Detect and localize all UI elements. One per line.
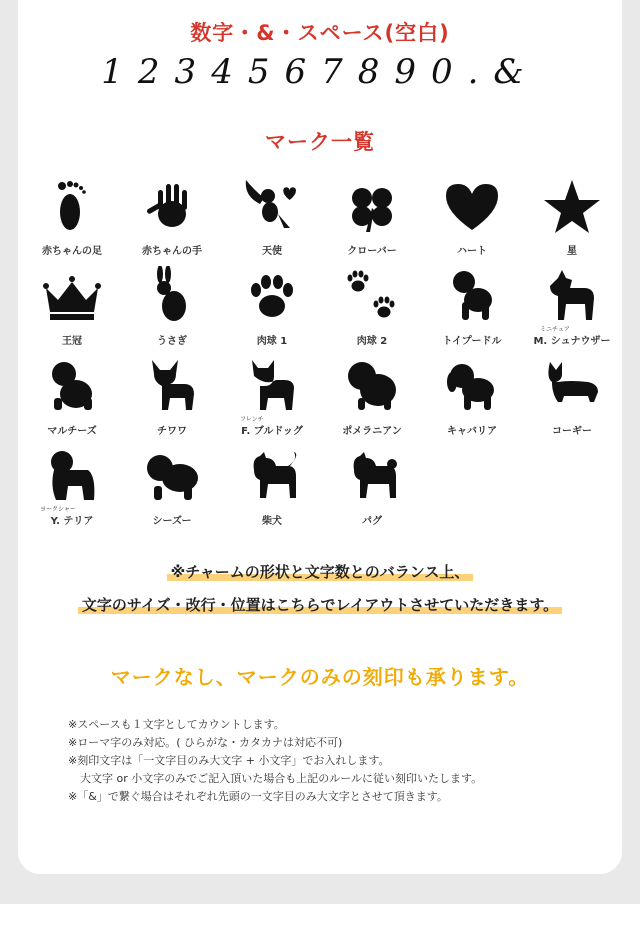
mark-grid — [22, 172, 622, 532]
layout-note-line-2 — [0, 594, 640, 615]
numbers-section-title: 数字・&・スペース(空白) — [190, 21, 450, 45]
heart-icon — [440, 176, 504, 234]
mark-item — [522, 172, 622, 262]
shih-tzu-icon — [140, 446, 204, 504]
note-item: ※スペースも１文字としてカウントします。 — [68, 718, 285, 731]
mark-item — [22, 172, 122, 262]
french-bulldog-icon — [240, 356, 304, 414]
mark-label: コーギー — [552, 426, 592, 437]
engraving-note: マークなし、マークのみの刻印も承ります。 — [110, 665, 530, 689]
layout-note-line-1 — [0, 561, 640, 582]
yorkshire-terrier-icon — [40, 446, 104, 504]
mark-label: ハート — [457, 246, 487, 257]
mark-item — [222, 352, 322, 442]
note-item: ※刻印文字は「一文字目のみ大文字 + 小文字」でお入れします。 — [68, 754, 390, 767]
mark-label: 肉球 1 — [256, 336, 288, 347]
mark-item — [122, 262, 222, 352]
mark-label-ruby: フレンチ — [240, 416, 264, 423]
shiba-icon — [240, 446, 304, 504]
mark-label: 星 — [567, 246, 577, 257]
mark-label: 肉球 2 — [356, 336, 388, 347]
mark-label-ruby: ミニチュア — [540, 326, 570, 333]
mark-item — [422, 262, 522, 352]
angel-icon — [240, 176, 304, 234]
pomeranian-icon — [340, 356, 404, 414]
chihuahua-icon — [140, 356, 204, 414]
mark-label: キャバリア — [447, 426, 497, 437]
layout-note-text-1: ※チャームの形状と文字数とのバランス上、 — [167, 563, 474, 581]
mark-item — [322, 262, 422, 352]
baby-hand-icon — [140, 176, 204, 234]
mark-item — [322, 352, 422, 442]
mark-label: 王冠 — [62, 336, 82, 347]
mark-item — [122, 442, 222, 532]
mark-label: 赤ちゃんの足 — [42, 246, 102, 257]
mark-item — [22, 352, 122, 442]
mark-label: 柴犬 — [262, 516, 282, 527]
baby-foot-icon — [40, 176, 104, 234]
mark-item — [322, 172, 422, 262]
mark-label: ポメラニアン — [342, 426, 402, 437]
footer-band — [0, 904, 640, 936]
mark-label: うさぎ — [157, 336, 187, 347]
mark-label: M. シュナウザー — [533, 336, 611, 347]
layout-note-text-2: 文字のサイズ・改行・位置はこちらでレイアウトさせていただきます。 — [78, 596, 562, 614]
marks-section-title: マーク一覧 — [265, 130, 375, 154]
mark-item — [422, 172, 522, 262]
clover-icon — [340, 176, 404, 234]
cavalier-icon — [440, 356, 504, 414]
mark-label: F. ブルドッグ — [241, 426, 303, 437]
mark-label: Y. テリア — [50, 516, 94, 527]
mark-label: チワワ — [157, 426, 187, 437]
mark-item — [122, 172, 222, 262]
crown-icon — [40, 266, 104, 324]
mark-item — [122, 352, 222, 442]
mark-item — [22, 262, 122, 352]
mark-label: パグ — [362, 516, 382, 527]
mark-label: 天使 — [262, 246, 282, 257]
mark-item — [522, 262, 622, 352]
mark-item — [222, 172, 322, 262]
mark-label: トイプードル — [442, 336, 502, 347]
mark-label: マルチーズ — [47, 426, 97, 437]
note-item: ※「&」で繋ぐ場合はそれぞれ先頭の一文字目のみ大文字とさせて頂きます。 — [68, 790, 448, 803]
mark-label-ruby: ヨークシャー — [40, 506, 76, 513]
paw-icon — [240, 266, 304, 324]
mark-label: 赤ちゃんの手 — [142, 246, 202, 257]
notes-list — [68, 716, 608, 806]
mark-item — [522, 352, 622, 442]
rabbit-icon — [140, 266, 204, 324]
note-item: ※ローマ字のみ対応。( ひらがな・カタカナは対応不可) — [68, 736, 343, 749]
star-icon — [540, 176, 604, 234]
maltese-icon — [40, 356, 104, 414]
schnauzer-icon — [540, 266, 604, 324]
mark-item — [22, 442, 122, 532]
mark-label: クローバー — [347, 246, 397, 257]
digits-sample: 1234567890.& — [101, 52, 539, 92]
mark-item — [222, 262, 322, 352]
corgi-icon — [540, 356, 604, 414]
mark-item — [322, 442, 422, 532]
paws-icon — [340, 266, 404, 324]
mark-label: シーズー — [152, 516, 192, 527]
mark-item — [222, 442, 322, 532]
mark-item — [422, 352, 522, 442]
pug-icon — [340, 446, 404, 504]
note-item: 大文字 or 小文字のみでご記入頂いた場合も上記のルールに従い刻印いたします。 — [80, 772, 483, 785]
toy-poodle-icon — [440, 266, 504, 324]
